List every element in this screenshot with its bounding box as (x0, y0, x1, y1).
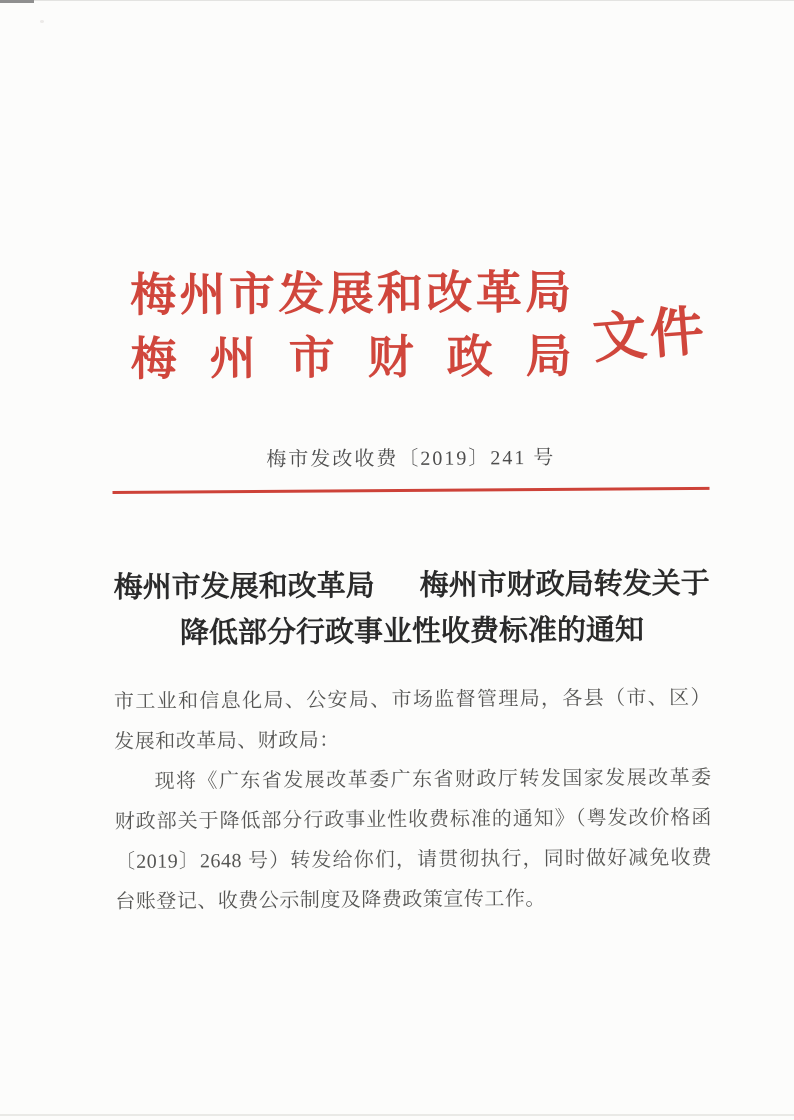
paragraph-line: 财政部关于降低部分行政事业性收费标准的通知》（粤发改价格函 (114, 806, 712, 833)
document-number: 梅市发改收费〔2019〕241 号 (266, 446, 556, 471)
title-agency-1: 梅州市发展和改革局 (113, 570, 375, 604)
paragraph-line: 〔2019〕2648 号）转发给你们，请贯彻执行，同时做好减免收费 (115, 846, 713, 873)
body-text (114, 678, 713, 922)
letterhead-agency-2: 梅州市财政局 (130, 330, 572, 385)
document-title (113, 561, 711, 657)
document-title-line-2: 降低部分行政事业性收费标准的通知 (179, 614, 645, 650)
salutation-line: 发展和改革局、财政局： (114, 729, 340, 753)
salutation-line: 市工业和信息化局、公安局、市场监督管理局，各县（市、区） (113, 686, 712, 713)
letterhead (130, 261, 572, 392)
document-title-line-1 (113, 561, 710, 611)
letterhead-agency-1: 梅州市发展和改革局 (129, 266, 572, 321)
letterhead-doc-type: 文件 (590, 300, 709, 370)
paragraph-line: 台账登记、收费公示制度及降费政策宣传工作。 (115, 887, 546, 913)
title-agency-2: 梅州市财政局转发关于 (419, 567, 710, 602)
paragraph-line: 现将《广东省发展改革委广东省财政厅转发国家发展改革委 (154, 766, 712, 793)
letterhead-rule (113, 487, 710, 494)
